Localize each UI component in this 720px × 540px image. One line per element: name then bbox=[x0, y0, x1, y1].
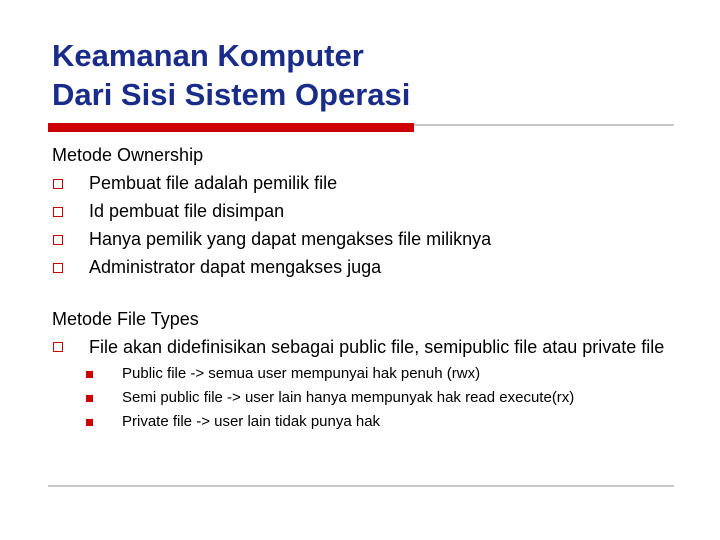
footer-divider bbox=[48, 485, 674, 487]
list-item: Hanya pemilik yang dapat mengakses file miliknya bbox=[52, 225, 652, 253]
section-file-types bbox=[52, 305, 672, 434]
title-accent-bar bbox=[48, 123, 414, 132]
list-item: Pembuat file adalah pemilik file bbox=[52, 169, 652, 197]
title-line-2: Dari Sisi Sistem Operasi bbox=[52, 77, 411, 112]
sub-list-item: Public file -> semua user mempunyai hak penuh (rwx) bbox=[52, 362, 672, 386]
hollow-square-bullet-icon bbox=[53, 342, 63, 352]
section-ownership bbox=[52, 141, 652, 281]
hollow-square-bullet-icon bbox=[53, 263, 63, 273]
filled-square-bullet-icon bbox=[86, 419, 93, 426]
list-item: File akan didefinisikan sebagai public file, semipublic file atau private file bbox=[52, 333, 672, 362]
hollow-square-bullet-icon bbox=[53, 179, 63, 189]
filled-square-bullet-icon bbox=[86, 371, 93, 378]
sub-list-item: Private file -> user lain tidak punya hak bbox=[52, 410, 672, 434]
title-line-1: Keamanan Komputer bbox=[52, 38, 364, 73]
hollow-square-bullet-icon bbox=[53, 207, 63, 217]
hollow-square-bullet-icon bbox=[53, 235, 63, 245]
section-title: Metode File Types bbox=[52, 309, 199, 329]
list-item: Id pembuat file disimpan bbox=[52, 197, 652, 225]
section-title: Metode Ownership bbox=[52, 145, 204, 165]
filled-square-bullet-icon bbox=[86, 395, 93, 402]
slide-title bbox=[52, 36, 410, 114]
sub-list-item: Semi public file -> user lain hanya mempunyak hak read execute(rx) bbox=[52, 386, 672, 410]
list-item: Administrator dapat mengakses juga bbox=[52, 253, 652, 281]
